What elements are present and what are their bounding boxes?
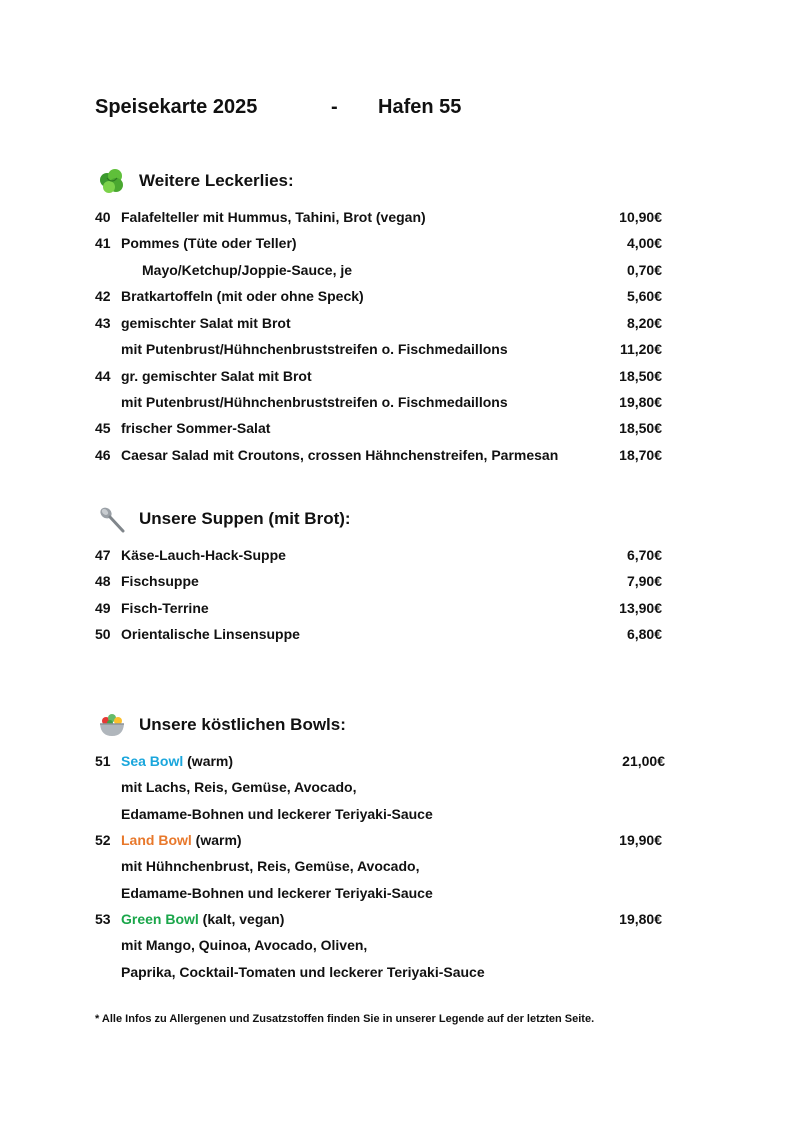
bowl-item-row xyxy=(95,753,665,773)
item-description: mit Putenbrust/Hühnchenbruststreifen o. Fischmedaillons xyxy=(121,394,508,410)
section-header-suppen xyxy=(97,504,351,534)
item-number: 52 xyxy=(95,832,111,848)
item-price: 19,80€ xyxy=(619,394,662,410)
item-description: mit Lachs, Reis, Gemüse, Avocado, xyxy=(121,779,357,795)
item-number: 44 xyxy=(95,368,111,384)
bowl-item-row xyxy=(95,911,665,931)
item-number: 53 xyxy=(95,911,111,927)
item-price: 18,50€ xyxy=(619,368,662,384)
allergen-footnote: * Alle Infos zu Allergenen und Zusatzstoffen finden Sie in unserer Legende auf der letzten Seite. xyxy=(95,1013,595,1025)
item-price: 13,90€ xyxy=(619,600,662,616)
item-description: Käse-Lauch-Hack-Suppe xyxy=(121,547,286,563)
item-description: Mayo/Ketchup/Joppie-Sauce, je xyxy=(142,262,353,278)
bowl-name: Land Bowl xyxy=(121,832,192,848)
item-price: 6,70€ xyxy=(626,547,662,563)
item-price: 21,00€ xyxy=(622,753,665,769)
menu-item-row xyxy=(95,209,665,229)
item-number: 40 xyxy=(95,209,111,225)
bowl-suffix: (warm) xyxy=(183,753,234,769)
menu-item-row xyxy=(95,779,665,799)
item-description: Paprika, Cocktail-Tomaten und leckerer Teriyaki-Sauce xyxy=(121,964,485,980)
item-price: 19,90€ xyxy=(619,832,662,848)
item-description: Edamame-Bohnen und leckerer Teriyaki-Sauce xyxy=(121,806,433,822)
menu-item-row xyxy=(95,420,665,440)
item-price: 0,70€ xyxy=(626,262,662,278)
section-header-leckerlies xyxy=(97,166,294,196)
item-price: 18,50€ xyxy=(619,420,662,436)
title-left: Speisekarte 2025 xyxy=(95,96,258,118)
menu-item-row xyxy=(95,885,665,905)
section-heading: Unsere Suppen (mit Brot): xyxy=(139,509,351,528)
section-heading: Unsere köstlichen Bowls: xyxy=(139,715,346,734)
section-header-bowls xyxy=(97,710,346,740)
menu-item-row xyxy=(95,262,665,282)
item-description: frischer Sommer-Salat xyxy=(121,420,271,436)
spoon-icon xyxy=(97,504,127,534)
item-description: Caesar Salad mit Croutons, crossen Hähnchenstreifen, Parmesan xyxy=(121,447,559,463)
item-description xyxy=(121,753,233,769)
item-number: 47 xyxy=(95,547,111,563)
item-number: 51 xyxy=(95,753,111,769)
item-description: mit Hühnchenbrust, Reis, Gemüse, Avocado, xyxy=(121,858,420,874)
item-number: 41 xyxy=(95,235,111,251)
menu-item-row xyxy=(95,937,665,957)
item-price: 8,20€ xyxy=(626,315,662,331)
menu-item-row xyxy=(95,600,665,620)
menu-item-row xyxy=(95,858,665,878)
item-description xyxy=(121,832,242,848)
item-price: 7,90€ xyxy=(626,573,662,589)
menu-item-row xyxy=(95,806,665,826)
item-description: gemischter Salat mit Brot xyxy=(121,315,291,331)
item-price: 5,60€ xyxy=(626,288,662,304)
item-price: 6,80€ xyxy=(626,626,662,642)
item-number: 43 xyxy=(95,315,111,331)
menu-item-row xyxy=(95,547,665,567)
item-number: 45 xyxy=(95,420,111,436)
item-description: Fisch-Terrine xyxy=(121,600,209,616)
item-description: Pommes (Tüte oder Teller) xyxy=(121,235,297,251)
item-description: mit Putenbrust/Hühnchenbruststreifen o. Fischmedaillons xyxy=(121,341,508,357)
lettuce-icon xyxy=(97,166,127,196)
menu-item-row xyxy=(95,288,665,308)
item-number: 46 xyxy=(95,447,111,463)
item-description: Fischsuppe xyxy=(121,573,199,589)
item-number: 48 xyxy=(95,573,111,589)
bowl-name: Sea Bowl xyxy=(121,753,184,769)
item-description: gr. gemischter Salat mit Brot xyxy=(121,368,312,384)
item-description: Orientalische Linsensuppe xyxy=(121,626,300,642)
item-price: 11,20€ xyxy=(619,341,662,357)
item-price: 10,90€ xyxy=(619,209,662,225)
title-separator: - xyxy=(331,96,338,118)
menu-item-row xyxy=(95,368,665,388)
menu-item-row xyxy=(95,626,665,646)
section-heading: Weitere Leckerlies: xyxy=(139,171,294,190)
item-number: 42 xyxy=(95,288,111,304)
item-description: Edamame-Bohnen und leckerer Teriyaki-Sauce xyxy=(121,885,433,901)
bowl-name: Green Bowl xyxy=(121,911,199,927)
menu-item-row xyxy=(95,341,665,361)
item-description xyxy=(121,911,284,927)
menu-item-row xyxy=(95,447,665,467)
bowl-item-row xyxy=(95,832,665,852)
menu-item-row xyxy=(95,964,665,984)
menu-item-row xyxy=(95,573,665,593)
item-number: 49 xyxy=(95,600,111,616)
bowl-suffix: (warm) xyxy=(191,832,242,848)
item-description: Falafelteller mit Hummus, Tahini, Brot (vegan) xyxy=(121,209,426,225)
item-number: 50 xyxy=(95,626,111,642)
item-description: Bratkartoffeln (mit oder ohne Speck) xyxy=(121,288,364,304)
item-price: 19,80€ xyxy=(619,911,662,927)
item-price: 4,00€ xyxy=(626,235,662,251)
title-right: Hafen 55 xyxy=(378,96,462,118)
bowl-suffix: (kalt, vegan) xyxy=(198,911,285,927)
item-description: mit Mango, Quinoa, Avocado, Oliven, xyxy=(121,937,368,953)
menu-item-row xyxy=(95,394,665,414)
salad-bowl-icon xyxy=(97,710,127,740)
item-price: 18,70€ xyxy=(619,447,662,463)
menu-item-row xyxy=(95,235,665,255)
menu-item-row xyxy=(95,315,665,335)
